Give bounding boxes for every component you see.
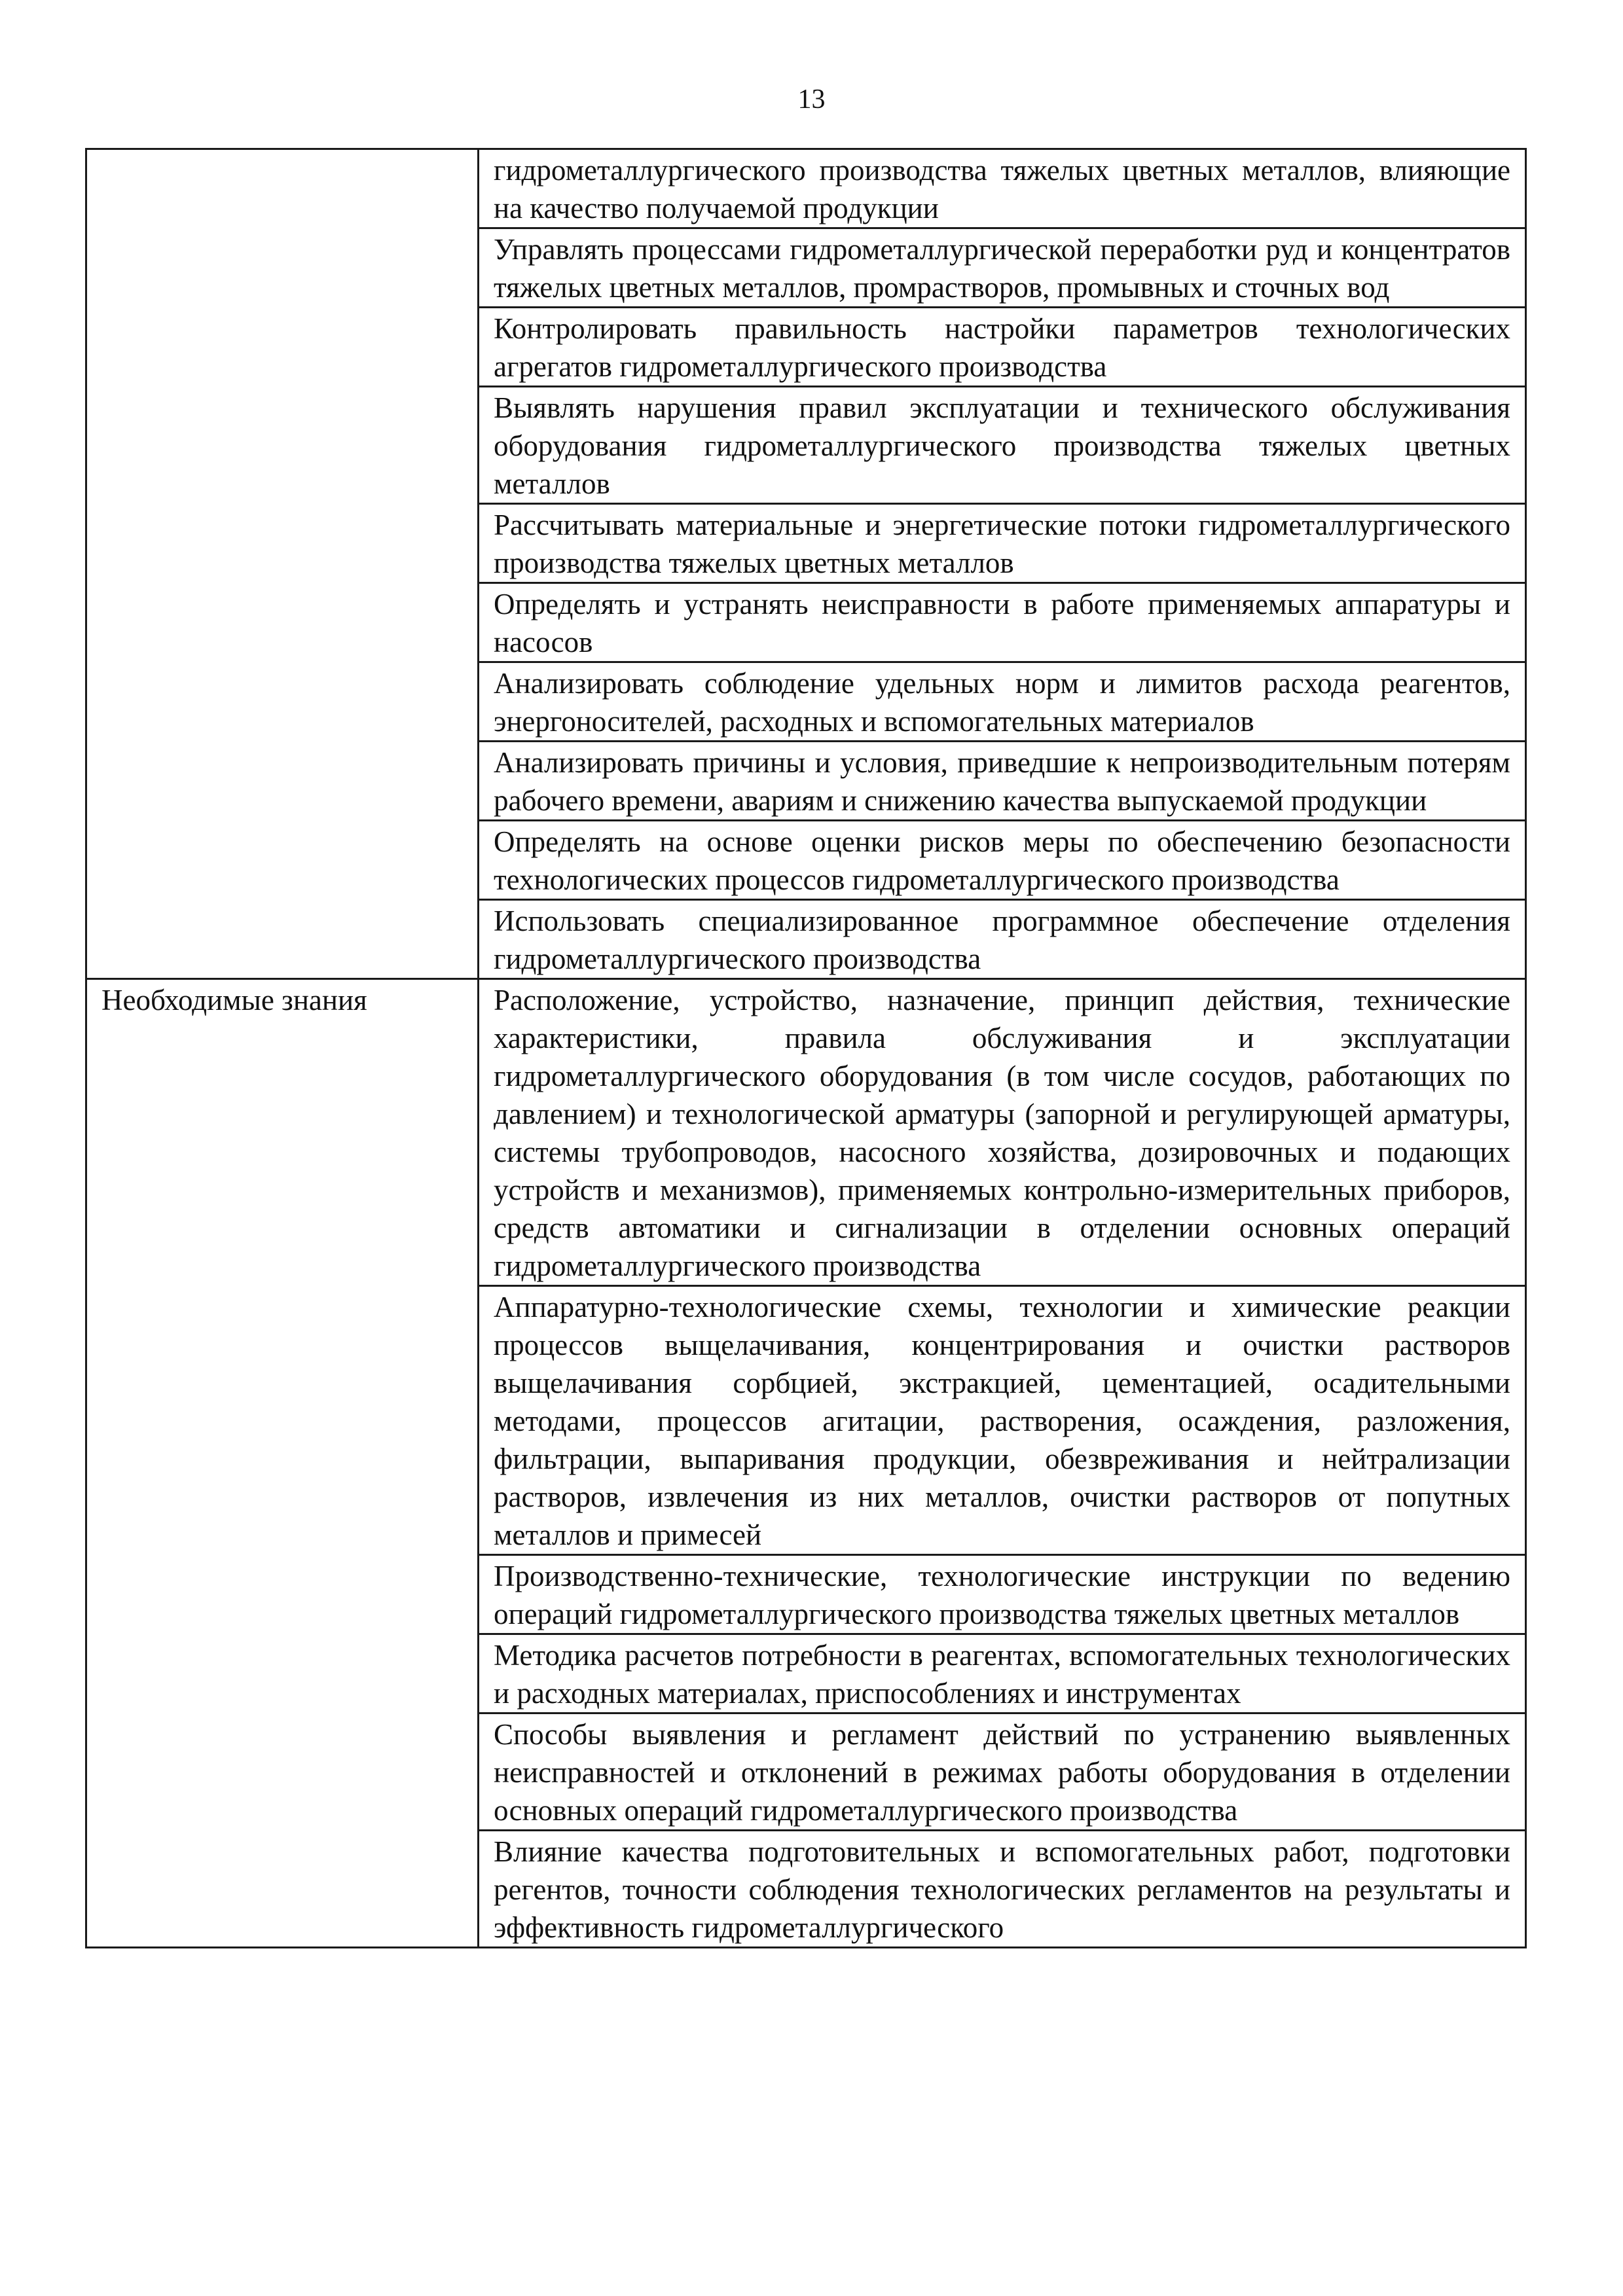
skill-item: гидрометаллургического производства тяжелых цветных металлов, влияющие на качество получаемой продукции <box>479 149 1526 228</box>
table-row <box>86 149 1526 228</box>
skill-item: Управлять процессами гидрометаллургической переработки руд и концентратов тяжелых цветных металлов, промрастворов, промывных и сточных вод <box>479 228 1526 308</box>
table-row <box>86 979 1526 1286</box>
skill-item: Определять и устранять неисправности в работе применяемых аппаратуры и насосов <box>479 583 1526 662</box>
skill-item: Рассчитывать материальные и энергетические потоки гидрометаллургического производства тяжелых цветных металлов <box>479 504 1526 583</box>
knowledge-label-cell: Необходимые знания <box>86 979 479 1948</box>
skill-item: Анализировать соблюдение удельных норм и лимитов расхода реагентов, энергоносителей, расходных и вспомогательных материалов <box>479 662 1526 742</box>
skills-label-cell <box>86 149 479 979</box>
knowledge-item: Влияние качества подготовительных и вспомогательных работ, подготовки регентов, точности соблюдения технологических регламентов на результаты и эффективность гидрометаллургического <box>479 1831 1526 1948</box>
requirements-table <box>85 148 1527 1948</box>
knowledge-item: Способы выявления и регламент действий по устранению выявленных неисправностей и отклонений в режимах работы оборудования в отделении основных операций гидрометаллургического производства <box>479 1713 1526 1831</box>
skill-item: Использовать специализированное программное обеспечение отделения гидрометаллургического производства <box>479 900 1526 979</box>
knowledge-item: Аппаратурно-технологические схемы, технологии и химические реакции процессов выщелачивания, концентрирования и очистки растворов выщелачивания сорбцией, экстракцией, цементацией, осадительными методами, процессов агитации, растворения, осаждения, разложения, фильтрации, выпаривания продукции, обезвреживания и нейтрализации растворов, извлечения из них металлов, очистки растворов от попутных металлов и примесей <box>479 1286 1526 1555</box>
skill-item: Контролировать правильность настройки параметров технологических агрегатов гидрометаллургического производства <box>479 308 1526 387</box>
page-number: 13 <box>797 84 826 115</box>
skill-item: Анализировать причины и условия, приведшие к непроизводительным потерям рабочего времени, авариям и снижению качества выпускаемой продукции <box>479 742 1526 821</box>
knowledge-item: Производственно-технические, технологические инструкции по ведению операций гидрометаллургического производства тяжелых цветных металлов <box>479 1555 1526 1634</box>
knowledge-item: Расположение, устройство, назначение, принцип действия, технические характеристики, правила обслуживания и эксплуатации гидрометаллургического оборудования (в том числе сосудов, работающих по давлением) и технологической арматуры (запорной и регулирующей арматуры, системы трубопроводов, насосного хозяйства, дозировочных и подающих устройств и механизмов), применяемых контрольно-измерительных приборов, средств автоматики и сигнализации в отделении основных операций гидрометаллургического производства <box>479 979 1526 1286</box>
skill-item: Определять на основе оценки рисков меры по обеспечению безопасности технологических процессов гидрометаллургического производства <box>479 821 1526 900</box>
knowledge-item: Методика расчетов потребности в реагентах, вспомогательных технологических и расходных материалах, приспособлениях и инструментах <box>479 1634 1526 1713</box>
skill-item: Выявлять нарушения правил эксплуатации и технического обслуживания оборудования гидрометаллургического производства тяжелых цветных металлов <box>479 387 1526 504</box>
